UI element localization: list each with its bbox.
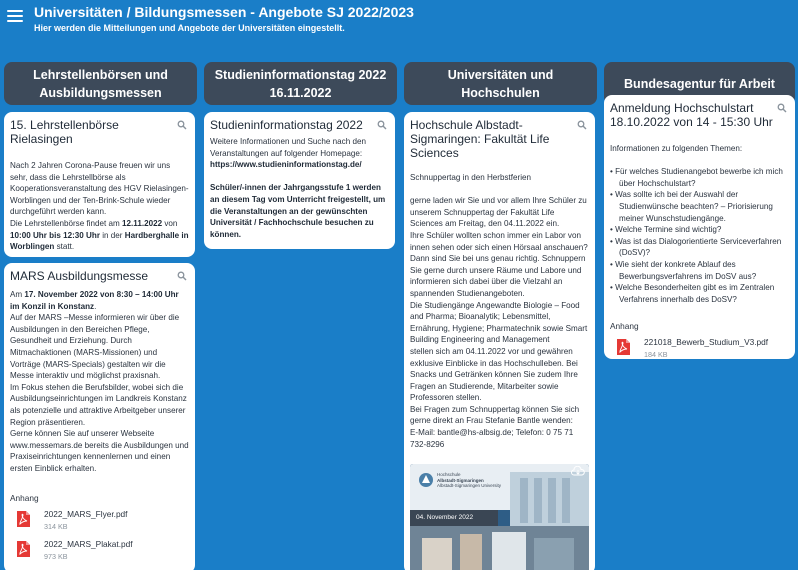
- search-icon[interactable]: [777, 103, 787, 113]
- card-paragraph: Die Lehrstellenbörse findet am 12.11.2022 von 10:00 Uhr bis 12:30 Uhr in der Hardberghalle in Worblingen statt.: [10, 218, 189, 252]
- card-paragraph: Schnuppertag in den Herbstferien: [410, 173, 532, 182]
- homepage-link[interactable]: https://www.studieninformationstag.de/: [210, 160, 362, 170]
- card-mars-ausbildungsmesse[interactable]: [4, 263, 195, 570]
- cloud-download-icon[interactable]: [571, 466, 585, 476]
- card-lehrstellenboerse[interactable]: [4, 112, 195, 257]
- card-body: [210, 136, 389, 240]
- menu-icon[interactable]: [6, 7, 24, 23]
- column-header-universitaeten[interactable]: [404, 62, 597, 105]
- attachment-size: 314 KB: [44, 521, 68, 531]
- card-paragraph: Nach 2 Jahren Corona-Pause freuen wir uns sehr, dass die Lehrstellbörse als Kooperationsveranstaltung des HGV Rielasingen-Worblingen und der Ten-Brink-Schule wieder durchgeführt werden kann.: [10, 161, 189, 217]
- card-studieninformationstag[interactable]: [204, 112, 395, 249]
- card-paragraph: Bei Fragen zum Schnuppertag können Sie sich gerne direkt an Frau Stefanie Bantle wenden:: [410, 404, 580, 426]
- column-title-line2: Ausbildungsmessen: [39, 85, 162, 100]
- list-item: • Welche Besonderheiten gibt es im Zentralen Verfahrens innerhalb des DoSV?: [610, 283, 775, 304]
- card-paragraph: E-Mail: bantle@hs-albsig.de; Telefon: 0 75 71 732-8296: [410, 428, 574, 449]
- card-paragraph: Ihre Schüler wollten schon immer ein Labor von innen sehen oder sich einen Hörsaal anschauen? Dann sind Sie bei uns genau richtig. Schnuppern Sie gerne durch unsere Räume und Labore und informieren sich dabei über die Vielzahl an spannenden Studienangeboten.: [410, 230, 588, 298]
- card-title: Studieninformationstag 2022: [210, 118, 363, 132]
- column-title-line2: Hochschulen: [461, 85, 540, 100]
- card-title: MARS Ausbildungsmesse: [10, 269, 149, 283]
- list-item: • Was sollte ich bei der Auswahl der Studienwünsche beachten? – Priorisierung meiner Wunschstudiengänge.: [610, 190, 773, 223]
- card-paragraph: Gerne können Sie auf unserer Webseite www.messemars.de bereits die Ausbildungen und Praxiseinrichtungen kennenlernen und einen ersten Einblick erhalten.: [10, 429, 189, 473]
- search-icon[interactable]: [177, 120, 187, 130]
- card-body: [10, 160, 189, 253]
- card-paragraph: Weitere Informationen und Suche nach den Veranstaltungen auf folgender Homepage: https://www.studieninformationstag.de/: [210, 137, 366, 170]
- attachment-name: 2022_MARS_Flyer.pdf: [44, 508, 128, 519]
- topic-list: [610, 166, 789, 305]
- attachment-name: 221018_Bewerb_Studium_V3.pdf: [644, 337, 769, 348]
- pdf-file-icon: [16, 511, 30, 527]
- card-paragraph: Die Studiengänge Angewandte Biologie – Food and Pharma; Bioanalytik; Lebensmittel, Ernährung, Hygiene; Pharmatechnik sowie Smart Building Engineering and Management: [410, 300, 588, 345]
- card-paragraph: stellen sich am 04.11.2022 vor und gewähren exklusive Einblicke in das Hochschulleben. Bei Snacks und Getränken können Sie zudem Ihre Fragen an Studierende, Mitarbeiter sowie Professoren stellen.: [410, 346, 578, 403]
- search-icon[interactable]: [377, 120, 387, 130]
- card-paragraph: Am 17. November 2022 von 8:30 – 14:00 Uhr im Konzil in Konstanz.: [10, 290, 179, 311]
- column-title-line1: Lehrstellenbörsen und: [33, 67, 168, 82]
- column-title-line1: Bundesagentur für Arbeit: [624, 76, 775, 91]
- attachments-label: Anhang: [10, 492, 39, 503]
- card-body: [10, 289, 189, 475]
- card-paragraph: Auf der MARS –Messe informieren wir über die Ausbildungen in den Bereichen Pflege, Gesundheit und Erziehung. Durch Mitmachaktionen (MARS-Missionen) und Vorträge (MARS-Specials) gestalten wir die Messe interaktiv und möglichst praxisnah.: [10, 313, 180, 381]
- attachment-size: 184 KB: [644, 350, 668, 359]
- top-bar: [0, 0, 798, 56]
- card-paragraph: Informationen zu folgenden Themen:: [610, 144, 743, 153]
- attachments-label: Anhang: [610, 321, 639, 332]
- attachment-name: 2022_MARS_Plakat.pdf: [44, 538, 133, 549]
- event-image[interactable]: [410, 464, 589, 570]
- card-title: 15. Lehrstellenbörse Rielasingen: [10, 118, 119, 146]
- card-title: Anmeldung Hochschulstart 18.10.2022 von 14 - 15:30 Uhr: [610, 101, 773, 129]
- board-title: Universitäten / Bildungsmessen - Angebote SJ 2022/2023: [34, 4, 414, 20]
- board-description: Hier werden die Mitteilungen und Angebote der Universitäten eingestellt.: [34, 23, 345, 33]
- image-logo-text: Hochschule Albstadt-Sigmaringen Albstadt-Sigmaringen University: [437, 472, 502, 489]
- list-item: • Wie sieht der konkrete Ablauf des Bewerbungsverfahrens im DoSV aus?: [610, 259, 757, 281]
- image-date-tag: 04. November 2022: [416, 514, 474, 522]
- pdf-file-icon: [16, 541, 30, 557]
- attachment-item[interactable]: [16, 509, 189, 531]
- card-body: [610, 143, 789, 305]
- attachment-size: 973 KB: [44, 551, 68, 561]
- pdf-file-icon: [616, 339, 630, 355]
- card-title: Hochschule Albstadt-Sigmaringen: Fakultät Life Sciences: [410, 118, 550, 160]
- card-paragraph: Im Fokus stehen die Berufsbilder, wobei sich die Ausbildungseinrichtungen im Landkreis Konstanz als potenzielle und attraktive Arbeitgeber unserer Region präsentieren.: [10, 382, 187, 427]
- card-hochschule-albstadt[interactable]: [404, 112, 595, 570]
- search-icon[interactable]: [177, 271, 187, 281]
- column-title-line1: Universitäten und: [447, 67, 554, 82]
- column-title-line1: Studieninformationstag 2022: [214, 67, 387, 82]
- column-title-line2: 16.11.2022: [269, 85, 332, 100]
- card-body: [410, 172, 589, 450]
- search-icon[interactable]: [577, 120, 587, 130]
- list-item: • Was ist das Dialogorientierte Serviceverfahren (DoSV)?: [610, 236, 782, 258]
- card-hochschulstart[interactable]: [604, 95, 795, 359]
- column-header-studientag[interactable]: [204, 62, 397, 105]
- column-header-lehrstellen[interactable]: [4, 62, 197, 105]
- card-paragraph: gerne laden wir Sie und vor allem Ihre Schüler zu unserem Schnuppertag der Fakultät Life Sciences am Freitag, den 04.11.2022 ein.: [410, 196, 587, 229]
- list-item: • Für welches Studienangebot bewerbe ich mich über Hochschulstart?: [610, 167, 783, 188]
- card-paragraph: Schüler/-innen der Jahrgangsstufe 1 werden an diesem Tag vom Unterricht freigestellt, um die Veranstaltungen an der gewünschten Universität / Fachhochschule besuchen zu können.: [210, 183, 386, 239]
- list-item: • Welche Termine sind wichtig?: [610, 225, 722, 235]
- attachment-item[interactable]: [16, 539, 189, 561]
- attachment-item[interactable]: [616, 337, 789, 359]
